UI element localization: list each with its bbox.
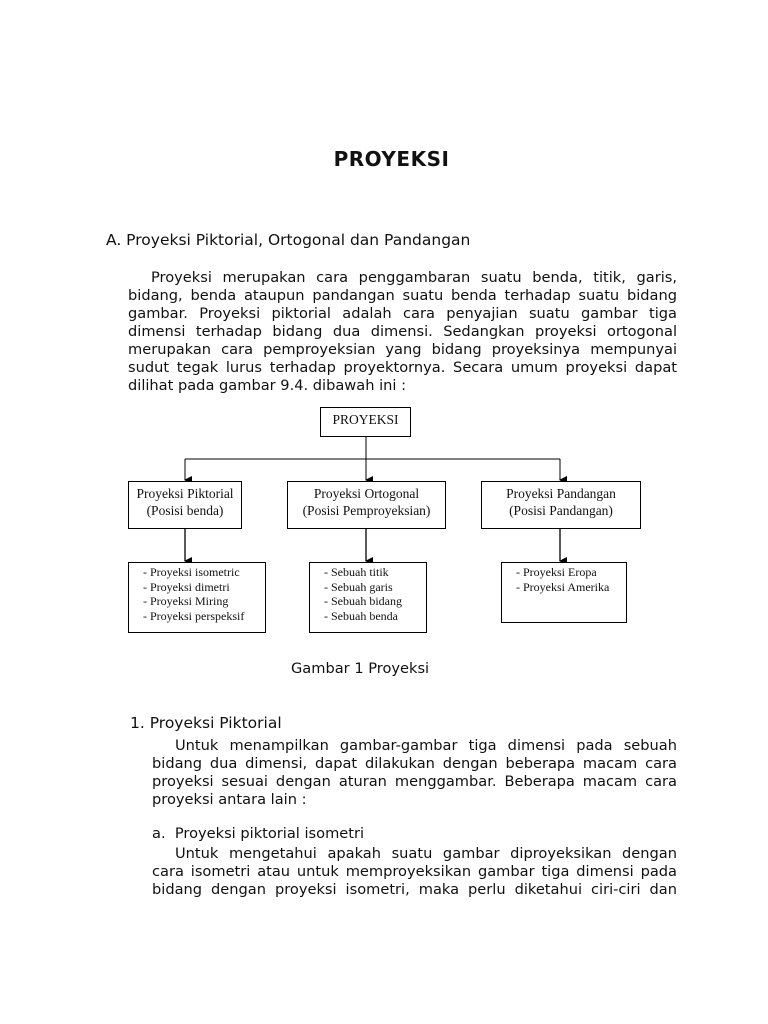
diagram-box-ortogonal bbox=[287, 481, 446, 529]
list-item: - Proyeksi Amerika bbox=[516, 579, 610, 594]
diagram-box-subtitle: (Posisi benda) bbox=[146, 503, 224, 518]
figure-caption: Gambar 1 Proyeksi bbox=[291, 660, 430, 677]
diagram-list-piktorial bbox=[128, 562, 266, 633]
paragraph-line: merupakan cara pemproyeksian yang bidang proyeksinya mempunyai bbox=[128, 341, 677, 358]
list-item: - Proyeksi Miring bbox=[143, 594, 229, 608]
paragraph-line: proyeksi sesuai dengan aturan menggambar. Beberapa macam cara bbox=[152, 773, 677, 790]
list-item: - Sebuah titik bbox=[324, 565, 389, 579]
paragraph-line: gambar. Proyeksi piktorial adalah cara penyajian suatu gambar tiga bbox=[128, 305, 677, 322]
diagram-box-pandangan bbox=[481, 481, 641, 529]
paragraph-line: bidang dua dimensi, dapat dilakukan dengan beberapa macam cara bbox=[152, 755, 677, 772]
paragraph-line: Untuk menampilkan gambar-gambar tiga dimensi pada sebuah bbox=[175, 737, 677, 754]
paragraph-line: dilihat pada gambar 9.4. dibawah ini : bbox=[128, 377, 406, 394]
paragraph-line: Untuk mengetahui apakah suatu gambar diproyeksikan dengan bbox=[175, 845, 677, 862]
paragraph-line: proyeksi antara lain : bbox=[152, 791, 307, 808]
diagram-list-ortogonal bbox=[309, 562, 427, 633]
page-title: PROYEKSI bbox=[333, 147, 450, 171]
list-item: - Proyeksi perspeksif bbox=[143, 608, 245, 623]
diagram-box-title: Proyeksi Ortogonal bbox=[313, 486, 420, 501]
list-item: - Sebuah garis bbox=[324, 579, 393, 594]
diagram-box-title: Proyeksi Piktorial bbox=[136, 486, 234, 501]
section-1-heading: 1. Proyeksi Piktorial bbox=[130, 714, 282, 732]
section-1a-heading: a. Proyeksi piktorial isometri bbox=[152, 825, 365, 842]
list-item: - Sebuah bidang bbox=[324, 594, 402, 608]
section-a-heading: A. Proyeksi Piktorial, Ortogonal dan Pandangan bbox=[106, 231, 471, 249]
section-1a-paragraph bbox=[152, 845, 677, 899]
paragraph-line: bidang, benda ataupun pandangan suatu benda terhadap suatu bidang bbox=[128, 287, 677, 304]
paragraph-line: dimensi terhadap bidang dua dimensi. Sedangkan proyeksi ortogonal bbox=[128, 323, 677, 340]
section-1-paragraph bbox=[152, 737, 677, 809]
paragraph-line: cara isometri atau untuk memproyeksikan gambar tiga dimensi pada bbox=[152, 863, 677, 880]
list-item: - Sebuah benda bbox=[324, 608, 398, 623]
paragraph-line: bidang dengan proyeksi isometri, maka perlu diketahui ciri-ciri dan bbox=[152, 881, 677, 898]
section-a-paragraph bbox=[128, 269, 677, 395]
diagram-root-box: PROYEKSI bbox=[320, 407, 411, 437]
diagram-box-piktorial bbox=[128, 481, 242, 529]
list-item: - Proyeksi Eropa bbox=[516, 565, 597, 579]
paragraph-line: Proyeksi merupakan cara penggambaran suatu benda, titik, garis, bbox=[151, 269, 677, 286]
list-item: - Proyeksi dimetri bbox=[143, 579, 230, 594]
diagram-box-subtitle: (Posisi Pandangan) bbox=[509, 503, 613, 518]
diagram-box-title: Proyeksi Pandangan bbox=[506, 486, 616, 501]
diagram-list-pandangan bbox=[501, 562, 627, 623]
paragraph-line: sudut tegak lurus terhadap proyektornya. Secara umum proyeksi dapat bbox=[128, 359, 677, 376]
list-item: - Proyeksi isometric bbox=[143, 565, 240, 579]
diagram-box-subtitle: (Posisi Pemproyeksian) bbox=[302, 503, 431, 518]
